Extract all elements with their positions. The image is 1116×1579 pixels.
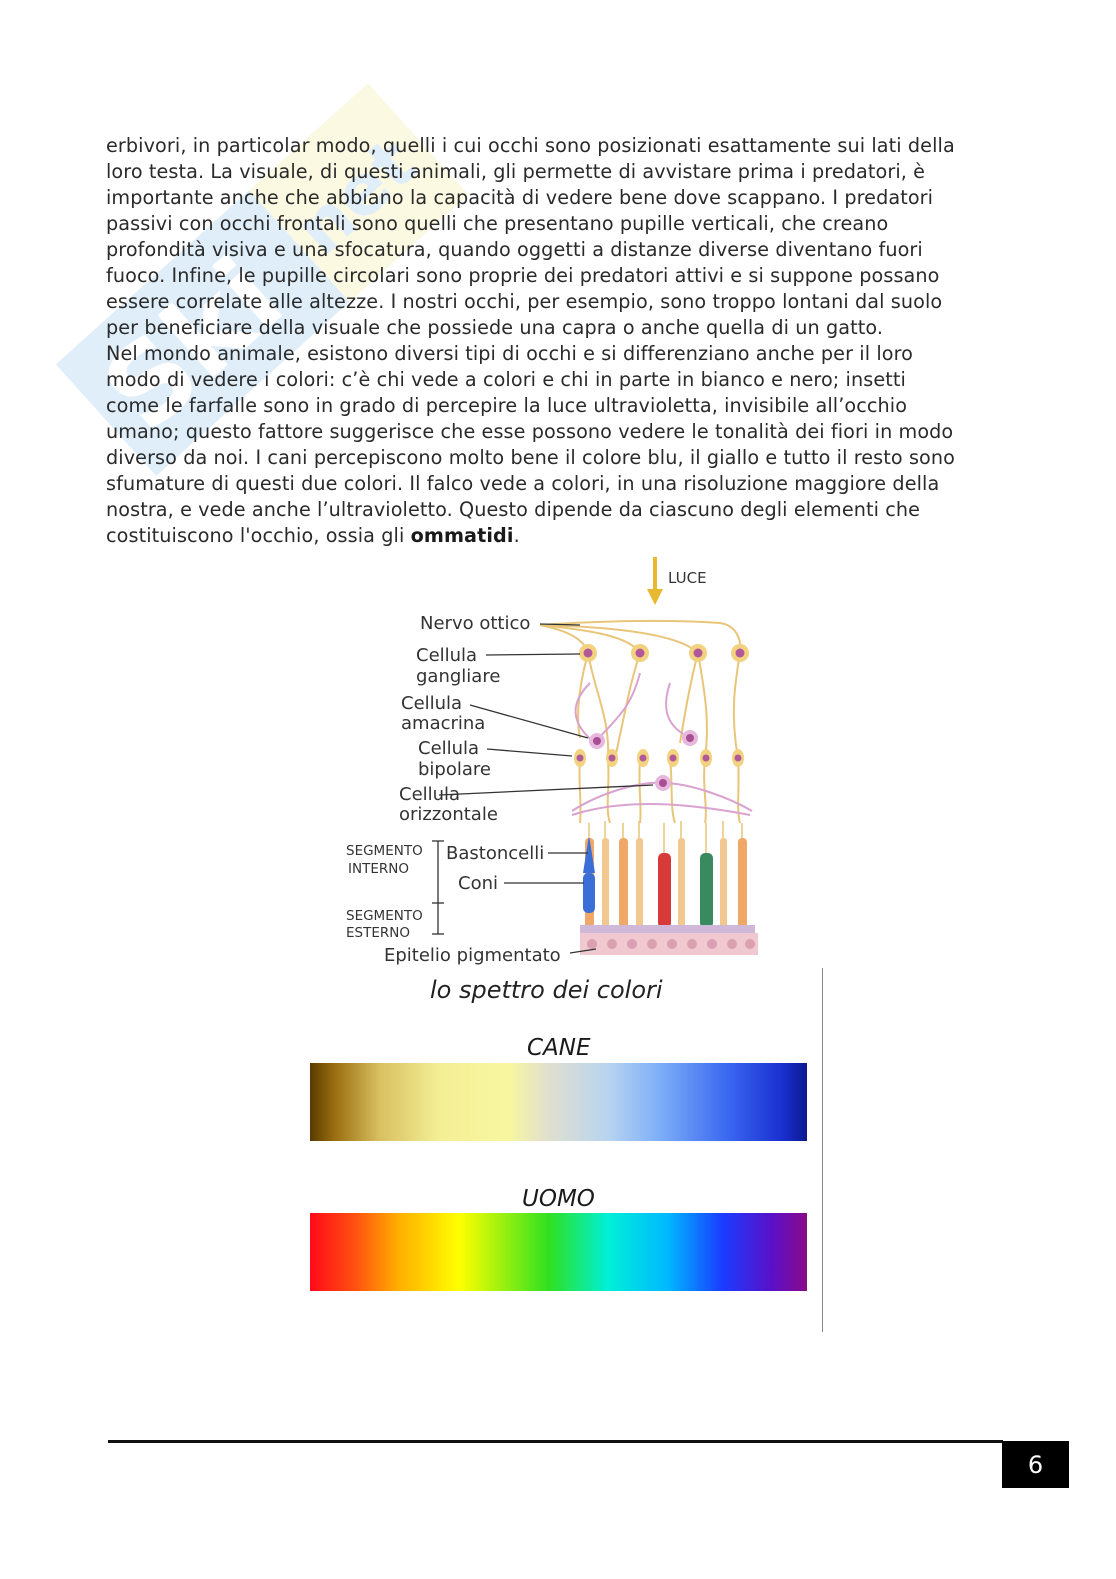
- label-cellula-amacrina-2: amacrina: [401, 713, 486, 734]
- paragraph-colors: [106, 341, 1006, 549]
- text-line: fuoco. Infine, le pupille circolari sono proprie dei predatori attivi e si suppone possano: [106, 264, 940, 287]
- svg-text:net: net: [279, 122, 432, 271]
- text-line: modo di vedere i colori: c’è chi vede a colori e chi in parte in bianco e nero; insetti: [106, 368, 906, 391]
- text-line: costituiscono l'occhio, ossia gli: [106, 524, 411, 547]
- label-nervo-ottico: Nervo ottico: [420, 613, 531, 634]
- text-line-end: .: [513, 524, 520, 547]
- label-segmento-esterno-1: SEGMENTO: [346, 908, 423, 924]
- ganglion-cells: [579, 644, 749, 662]
- label-coni: Coni: [458, 873, 498, 894]
- text-line: Nel mondo animale, esistono diversi tipi di occhi e si differenziano anche per il loro: [106, 342, 913, 365]
- text-line: passivi con occhi frontali sono quelli che presentano pupille verticali, che creano: [106, 212, 889, 235]
- label-bastoncelli: Bastoncelli: [446, 843, 545, 864]
- pigment-epithelium: [580, 933, 758, 955]
- dog-spectrum-bar: [310, 1063, 807, 1141]
- retina-diagram: [340, 553, 780, 973]
- label-cellula-bipolare-2: bipolare: [418, 759, 491, 780]
- label-cellula-orizzontale-2: orizzontale: [399, 804, 498, 825]
- label-segmento-interno-2: INTERNO: [348, 861, 409, 877]
- body-text: [106, 133, 1006, 549]
- spectrum-title: lo spettro dei colori: [430, 976, 663, 1004]
- bold-term-ommatidi: ommatidi: [410, 524, 514, 547]
- paragraph-pupils: [106, 133, 1006, 341]
- photoreceptors: [580, 821, 755, 935]
- label-cellula-orizzontale-1: Cellula: [399, 784, 461, 805]
- text-line: sfumature di questi due colori. Il falco vede a colori, in una risoluzione maggiore della: [106, 472, 940, 495]
- human-spectrum-bar: [310, 1213, 807, 1291]
- text-line: profondità visiva e una sfocatura, quando oggetti a distanze diverse diventano fuori: [106, 238, 923, 261]
- label-segmento-interno-1: SEGMENTO: [346, 843, 423, 859]
- color-spectrum-figure: [300, 968, 830, 1338]
- text-line: essere correlate alle altezze. I nostri occhi, per esempio, sono troppo lontani dal suolo: [106, 290, 943, 313]
- text-line: come le farfalle sono in grado di percepire la luce ultravioletta, invisibile all’occhio: [106, 394, 908, 417]
- label-cellula-bipolare-1: Cellula: [418, 738, 480, 759]
- footer-rule: [108, 1440, 1003, 1443]
- dog-spectrum-label: CANE: [527, 1035, 591, 1061]
- text-line: per beneficiare della visuale che possiede una capra o anche quella di un gatto.: [106, 316, 884, 339]
- text-line: erbivori, in particolar modo, quelli i cui occhi sono posizionati esattamente sui lati della: [106, 134, 955, 157]
- label-cellula-gangliare-2: gangliare: [416, 666, 501, 687]
- label-cellula-amacrina-1: Cellula: [401, 693, 463, 714]
- text-line: importante anche che abbiano la capacità di vedere bene dove scappano. I predatori: [106, 186, 934, 209]
- label-segmento-esterno-2: ESTERNO: [346, 925, 410, 941]
- human-spectrum-label: UOMO: [522, 1186, 595, 1212]
- svg-text:Ski: Ski: [79, 233, 307, 456]
- text-line: nostra, e vede anche l’ultravioletto. Questo dipende da ciascuno degli elementi che: [106, 498, 921, 521]
- text-line: loro testa. La visuale, di questi animali, gli permette di avvistare prima i predatori, è: [106, 160, 926, 183]
- label-cellula-gangliare-1: Cellula: [416, 645, 478, 666]
- page-number: 6: [1002, 1441, 1069, 1488]
- text-line: diverso da noi. I cani percepiscono molto bene il colore blu, il giallo e tutto il resto sono: [106, 446, 955, 469]
- label-epitelio-pigmentato: Epitelio pigmentato: [384, 945, 561, 966]
- text-line: umano; questo fattore suggerisce che esse possono vedere le tonalità dei fiori in modo: [106, 420, 954, 443]
- luce-label: LUCE: [668, 569, 707, 587]
